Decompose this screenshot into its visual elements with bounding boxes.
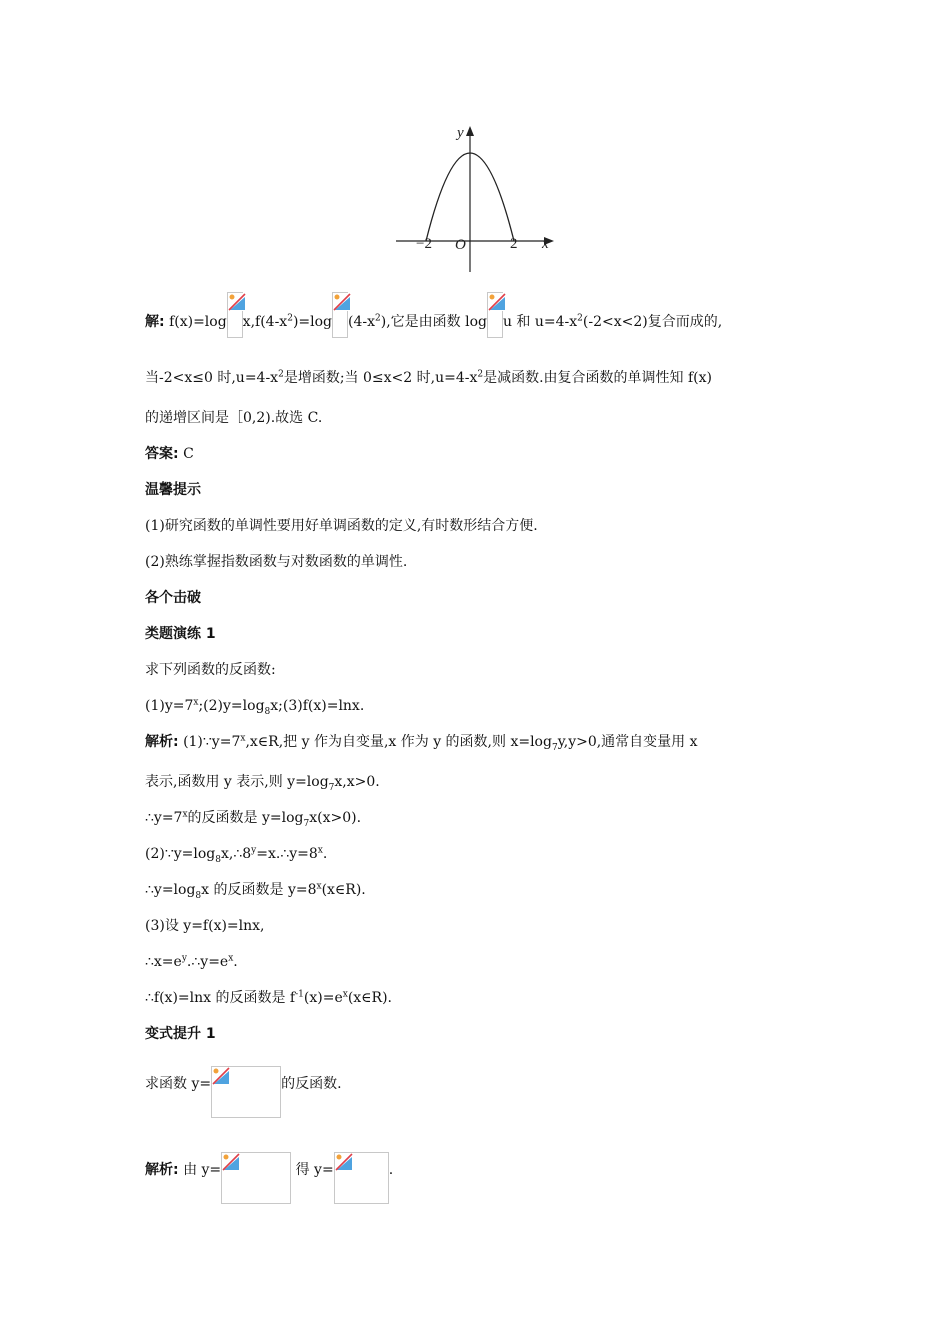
text: ∴f(x)=lnx 的反函数是 f — [145, 990, 296, 1006]
text: . — [233, 954, 238, 970]
text: ∴y=log — [145, 882, 196, 898]
solution-line-3: 的递增区间是［0,2).故选 C. — [145, 410, 323, 426]
solution-label: 解: — [145, 314, 165, 330]
text: x,∴8 — [220, 846, 252, 862]
solution-line-1 — [145, 312, 825, 338]
missing-image-placeholder — [211, 1066, 281, 1118]
analysis-label: 解析: — [145, 1162, 179, 1178]
analysis-line-4 — [145, 844, 825, 864]
exercise-prompt: 求下列函数的反函数: — [145, 662, 276, 678]
parabola-graph — [390, 118, 560, 278]
tips-title: 温馨提示 — [145, 482, 201, 498]
text: (x∈R). — [347, 990, 393, 1006]
superscript: y — [251, 845, 257, 856]
text: 的反函数是 y=log — [187, 810, 304, 826]
subscript: 7 — [328, 782, 335, 793]
text: 表示,函数用 y 表示,则 y=log — [145, 774, 329, 790]
text: . — [388, 1162, 394, 1178]
text: x,x>0. — [334, 774, 380, 790]
text: 求函数 y= — [145, 1076, 212, 1092]
text: 由 y= — [183, 1162, 222, 1178]
broken-image-icon — [212, 1067, 230, 1085]
text: .∴y=e — [186, 954, 229, 970]
subscript: 8 — [215, 854, 221, 865]
analysis-line-7 — [145, 952, 825, 972]
analysis-line-8 — [145, 988, 825, 1008]
analysis-line-6: (3)设 y=f(x)=lnx, — [145, 918, 265, 934]
superscript: x — [316, 881, 322, 892]
tip-item: (1)研究函数的单调性要用好单调函数的定义,有时数形结合方便. — [145, 518, 538, 534]
broken-image-icon — [222, 1153, 240, 1171]
text: u 和 u=4-x — [502, 314, 578, 330]
text: (4-x — [348, 314, 375, 330]
missing-image-placeholder — [487, 292, 503, 338]
superscript: x — [317, 845, 323, 856]
subscript: 8 — [264, 706, 271, 717]
text: )=log — [292, 314, 332, 330]
subscript: 7 — [303, 818, 310, 829]
superscript: x — [240, 733, 246, 744]
text: ,x∈R,把 y 作为自变量,x 作为 y 的函数,则 x=log — [245, 734, 552, 750]
broken-image-icon — [333, 293, 351, 311]
text: (-2<x<2)复合而成的, — [582, 314, 723, 330]
analysis2-line — [145, 1160, 825, 1204]
missing-image-placeholder — [227, 292, 243, 338]
text: 得 y= — [295, 1162, 334, 1178]
tip-item: (2)熟练掌握指数函数与对数函数的单调性. — [145, 554, 408, 570]
subscript: 7 — [551, 742, 558, 753]
superscript: y — [181, 953, 187, 964]
superscript: x — [342, 989, 348, 1000]
text: ∴x=e — [145, 954, 182, 970]
tick-label-2: 2 — [510, 236, 518, 252]
variant-question — [145, 1074, 825, 1118]
broken-image-icon — [228, 293, 246, 311]
text: . — [322, 846, 328, 862]
text: ;(2)y=log — [198, 698, 265, 714]
text: ∴y=7 — [145, 810, 183, 826]
missing-image-placeholder — [334, 1152, 389, 1204]
superscript: x — [228, 953, 234, 964]
superscript: 2 — [287, 313, 293, 324]
solution-line-2 — [145, 368, 825, 388]
superscript: 2 — [375, 313, 381, 324]
text: x 的反函数是 y=8 — [201, 882, 317, 898]
superscript: -1 — [295, 989, 304, 1000]
text: x,f(4-x — [242, 314, 288, 330]
missing-image-placeholder — [221, 1152, 291, 1204]
text: y,y>0,通常自变量用 x — [557, 734, 698, 750]
answer-label: 答案: — [145, 446, 179, 462]
answer-value: C — [183, 446, 194, 462]
tick-label-minus-2: −2 — [416, 236, 432, 252]
missing-image-placeholder — [332, 292, 348, 338]
origin-label: O — [455, 237, 466, 253]
text: 是减函数.由复合函数的单调性知 f(x) — [483, 370, 712, 386]
text: x(x>0). — [309, 810, 362, 826]
analysis-line-2 — [145, 772, 825, 792]
superscript: x — [193, 697, 199, 708]
text: (2)∵y=log — [145, 846, 216, 862]
text: (x)=e — [303, 990, 343, 1006]
analysis-line-3 — [145, 808, 825, 828]
analysis-label: 解析: — [145, 734, 179, 750]
broken-image-icon — [335, 1153, 353, 1171]
analysis-line-1 — [145, 732, 825, 752]
text: ),它是由函数 log — [380, 314, 487, 330]
text: (1)∵y=7 — [183, 734, 241, 750]
superscript: 2 — [278, 369, 284, 380]
section-title: 各个击破 — [145, 590, 201, 606]
text: (x∈R). — [321, 882, 366, 898]
superscript: x — [182, 809, 188, 820]
x-axis-label: x — [542, 236, 549, 252]
text: 当-2<x≤0 时,u=4-x — [145, 370, 279, 386]
text: (1)y=7 — [145, 698, 194, 714]
subscript: 8 — [195, 890, 202, 901]
text: 是增函数;当 0≤x<2 时,u=4-x — [283, 370, 478, 386]
exercise-title: 类题演练 1 — [145, 626, 216, 642]
superscript: 2 — [477, 369, 484, 380]
exercise-questions — [145, 696, 825, 716]
text: =x.∴y=8 — [256, 846, 318, 862]
broken-image-icon — [488, 293, 506, 311]
variant-title: 变式提升 1 — [145, 1026, 216, 1042]
text: x;(3)f(x)=lnx. — [270, 698, 365, 714]
text: 的反函数. — [281, 1076, 342, 1092]
text: f(x)=log — [169, 314, 227, 330]
analysis-line-5 — [145, 880, 825, 900]
y-axis-label: y — [457, 125, 464, 141]
superscript: 2 — [577, 313, 583, 324]
y-axis-arrow — [466, 126, 474, 136]
answer-line — [145, 444, 825, 464]
